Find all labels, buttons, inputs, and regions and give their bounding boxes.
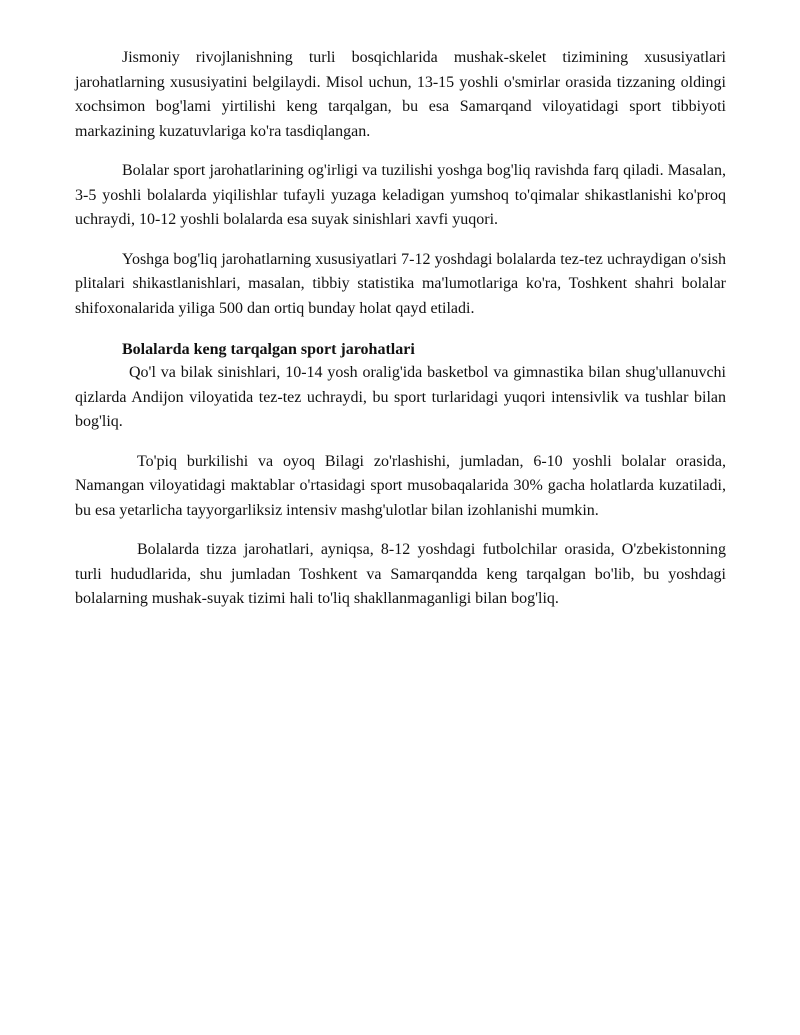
body-paragraph-3: Yoshga bog'liq jarohatlarning xususiyatlari 7-12 yoshdagi bolalarda tez-tez uchraydigan o'sish plitalari shikastlanishlari, masalan, tibbiy statistika ma'lumotlariga ko'ra, Toshkent shahri bolalar shifoxonalarida yiliga 500 dan ortiq bunday holat qayd etiladi. (75, 250, 726, 317)
section-paragraph-3: Bolalarda tizza jarohatlari, ayniqsa, 8-12 yoshdagi futbolchilar orasida, O'zbekistonning turli hududlarida, shu jumladan Toshkent va Samarqandda keng tarqalgan bo'lib, bu yoshdagi bolalarning mushak-suyak tizimi hali to'liq shakllanmaganligi bilan bog'liq. (75, 541, 726, 607)
document-page (75, 46, 726, 627)
section-paragraph-1: Qo'l va bilak sinishlari, 10-14 yosh oralig'ida basketbol va gimnastika bilan shug'ullanuvchi qizlarda Andijon viloyatida tez-tez uchraydi, bu sport turlaridagi yuqori intensivlik va tushlar bilan bog'liq. (75, 364, 726, 430)
body-paragraph-1: Jismoniy rivojlanishning turli bosqichlarida mushak-skelet tizimining xususiyatlari jarohatlarning xususiyatini belgilaydi. Misol uchun, 13-15 yoshli o'smirlar orasida tizzaning oldingi xochsimon bog'lami yirtilishi keng tarqalgan, bu esa Samarqand viloyatidagi sport tibbiyoti markazining kuzatuvlariga ko'ra tasdiqlangan. (75, 49, 726, 140)
section-paragraph-2: To'piq burkilishi va oyoq Bilagi zo'rlashishi, jumladan, 6-10 yoshli bolalar orasida, Namangan viloyatidagi maktablar o'rtasidagi sport musobaqalarida 30% gacha holatlarda kuzatiladi, bu esa yetarlicha tayyorgarliksiz intensiv mashg'ulotlar bilan izohlanishi mumkin. (75, 452, 726, 519)
body-paragraph-2: Bolalar sport jarohatlarining og'irligi va tuzilishi yoshga bog'liq ravishda farq qiladi. Masalan, 3-5 yoshli bolalarda yiqilishlar tufayli yuzaga keladigan yumshoq to'qimalar shikastlanishi ko'proq uchraydi, 10-12 yoshli bolalarda esa suyak sinishlari xavfi yuqori. (75, 162, 726, 228)
section-heading: Bolalarda keng tarqalgan sport jarohatlari (122, 341, 415, 358)
